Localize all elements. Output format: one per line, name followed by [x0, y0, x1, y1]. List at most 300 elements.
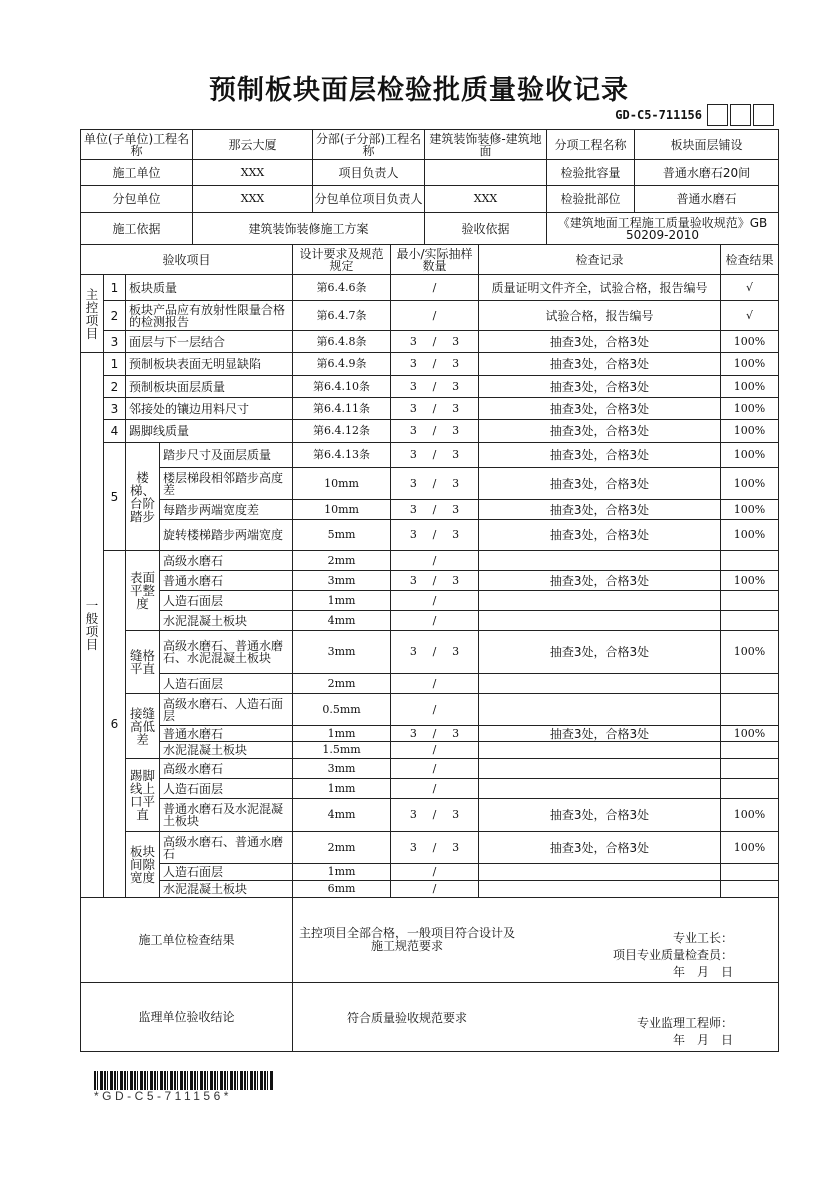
design-requirement: 3mm — [293, 571, 391, 591]
sample-count — [392, 381, 477, 393]
design-requirement: 2mm — [293, 674, 391, 694]
inspection-record[interactable] — [479, 694, 721, 726]
sample-min: 3 — [409, 573, 417, 587]
sample-slash: / — [432, 743, 437, 756]
item-name: 普通水磨石 — [160, 571, 293, 591]
engineer-label: 专业监理工程师： — [637, 1016, 734, 1030]
table-row — [81, 779, 779, 799]
sample-count-cell[interactable] — [391, 520, 479, 551]
item-name: 面层与下一层结合 — [126, 331, 293, 353]
subcontractor-label: 分包单位 — [81, 186, 193, 213]
inspection-result[interactable]: 100% — [721, 799, 779, 832]
item-name: 旋转楼梯踏步两端宽度 — [160, 520, 293, 551]
design-requirement: 第6.4.11条 — [293, 398, 391, 420]
sample-slash: / — [432, 448, 437, 461]
general-label: 一般项目 — [81, 353, 104, 898]
item-name: 高级水磨石、普通水磨石 — [160, 832, 293, 864]
code-box-1[interactable] — [707, 104, 728, 126]
inspection-result[interactable] — [721, 591, 779, 611]
sample-count-cell[interactable] — [391, 500, 479, 520]
inspection-record[interactable] — [479, 779, 721, 799]
inspection-result[interactable] — [721, 864, 779, 881]
subcontractor-value[interactable]: XXX — [193, 186, 313, 213]
sample-actual: 3 — [452, 476, 460, 490]
inspection-record[interactable]: 抽查3处，合格3处 — [479, 799, 721, 832]
location-value[interactable]: 普通水磨石 — [635, 186, 779, 213]
inspection-record[interactable] — [479, 759, 721, 779]
design-requirement: 1mm — [293, 591, 391, 611]
item-name: 水泥混凝土板块 — [160, 881, 293, 898]
inspection-record[interactable] — [479, 611, 721, 631]
form-title: 预制板块面层检验批质量验收记录 — [209, 75, 629, 106]
table-row — [81, 694, 779, 726]
design-requirement: 4mm — [293, 611, 391, 631]
sample-slash: / — [432, 781, 437, 795]
sample-count — [392, 403, 477, 415]
barcode-text: *GD-C5-711156* — [94, 1089, 232, 1103]
table-row — [81, 420, 779, 443]
sample-count — [392, 425, 477, 437]
table-row — [81, 275, 779, 301]
inspection-record[interactable]: 抽查3处，合格3处 — [479, 331, 721, 353]
supervisor-date: 年 月 日 — [673, 1033, 734, 1047]
inspection-result[interactable]: 100% — [721, 353, 779, 376]
inspection-record[interactable]: 抽查3处，合格3处 — [479, 376, 721, 398]
sample-slash: / — [432, 308, 437, 322]
sample-count — [392, 575, 477, 587]
sample-slash: / — [432, 401, 437, 415]
inspection-record[interactable] — [479, 864, 721, 881]
item-name: 普通水磨石及水泥混凝土板块 — [160, 799, 293, 832]
item-name: 板块质量 — [126, 275, 293, 301]
sample-count-cell[interactable] — [391, 398, 479, 420]
sample-count-cell[interactable] — [391, 353, 479, 376]
sample-count-cell[interactable] — [391, 591, 479, 611]
code-box-2[interactable] — [730, 104, 751, 126]
inspection-result[interactable]: 100% — [721, 571, 779, 591]
sample-slash: / — [432, 424, 437, 437]
sub-manager-value[interactable]: XXX — [425, 186, 547, 213]
sample-count — [392, 449, 477, 461]
sample-slash: / — [432, 761, 437, 775]
inspection-result[interactable]: √ — [721, 275, 779, 301]
sample-actual: 3 — [452, 528, 460, 541]
design-requirement: 第6.4.12条 — [293, 420, 391, 443]
design-requirement: 6mm — [293, 881, 391, 898]
sample-count-cell[interactable] — [391, 571, 479, 591]
sample-slash: / — [432, 645, 437, 658]
col-item-header: 验收项目 — [81, 245, 293, 275]
inspection-record[interactable] — [479, 591, 721, 611]
sample-slash: / — [432, 280, 437, 294]
design-requirement: 5mm — [293, 520, 391, 551]
inspection-record[interactable] — [479, 881, 721, 898]
item-name: 人造石面层 — [160, 591, 293, 611]
design-requirement: 第6.4.8条 — [293, 331, 391, 353]
contractor-signoff — [294, 898, 777, 982]
subdivision-value[interactable]: 建筑装饰装修-建筑地面 — [425, 130, 547, 160]
sample-min: 3 — [409, 840, 417, 854]
col-record-header: 检查记录 — [479, 245, 721, 275]
sample-count — [392, 310, 477, 322]
col-sample-header: 最小/实际抽样数量 — [391, 245, 479, 275]
table-row — [81, 398, 779, 420]
code-box-3[interactable] — [753, 104, 774, 126]
table-row — [81, 759, 779, 779]
sample-slash: / — [432, 528, 437, 541]
sample-min: 3 — [409, 528, 417, 541]
column-header-row — [81, 245, 779, 275]
sample-slash: / — [432, 840, 437, 854]
supervisor-signoff — [294, 983, 777, 1051]
item-name: 高级水磨石、普通水磨石、水泥混凝土板块 — [160, 631, 293, 674]
inspection-result[interactable]: 100% — [721, 420, 779, 443]
table-row — [81, 571, 779, 591]
item-number: 3 — [104, 398, 126, 420]
manager-value[interactable] — [425, 160, 547, 186]
sample-slash: / — [432, 865, 437, 878]
item-name: 高级水磨石 — [160, 759, 293, 779]
accept-basis-value[interactable]: 《建筑地面工程施工质量验收规范》GB 50209-2010 — [547, 213, 779, 245]
inspection-record[interactable] — [479, 674, 721, 694]
sample-actual: 3 — [452, 645, 460, 658]
table-row — [81, 726, 779, 742]
sample-count-cell[interactable] — [391, 376, 479, 398]
capacity-value[interactable]: 普通水磨石20间 — [635, 160, 779, 186]
inspection-result[interactable] — [721, 742, 779, 759]
inspection-result[interactable]: 100% — [721, 832, 779, 864]
subitem-label: 分项工程名称 — [547, 130, 635, 160]
sample-count-cell[interactable] — [391, 631, 479, 674]
sample-slash: / — [432, 357, 437, 370]
sample-actual: 3 — [452, 334, 460, 348]
item-group: 踢脚线上口平直 — [126, 759, 160, 832]
sample-min: 3 — [409, 502, 417, 516]
sample-slash: / — [432, 553, 437, 567]
inspector-label: 项目专业质量检查员： — [613, 948, 734, 962]
inspection-result[interactable]: 100% — [721, 376, 779, 398]
design-requirement: 1mm — [293, 864, 391, 881]
sample-min: 3 — [409, 424, 417, 437]
contractor-check-cell[interactable] — [293, 898, 779, 983]
sample-count — [392, 336, 477, 348]
table-row — [81, 832, 779, 864]
table-row — [81, 881, 779, 898]
sample-actual: 3 — [452, 726, 460, 740]
design-requirement: 3mm — [293, 759, 391, 779]
sample-actual: 3 — [452, 502, 460, 516]
sample-count — [392, 704, 477, 716]
design-requirement: 2mm — [293, 551, 391, 571]
sample-count — [392, 783, 477, 795]
sample-slash: / — [432, 573, 437, 587]
sample-min: 3 — [409, 379, 417, 393]
sample-min: 3 — [409, 357, 417, 370]
capacity-label: 检验批容量 — [547, 160, 635, 186]
inspection-table — [80, 244, 779, 1052]
header-info-table — [80, 129, 779, 245]
sample-actual: 3 — [452, 448, 460, 461]
inspection-result[interactable] — [721, 611, 779, 631]
manager-label: 项目负责人 — [313, 160, 425, 186]
sample-actual: 3 — [452, 840, 460, 854]
item-number: 5 — [104, 443, 126, 551]
sample-slash: / — [432, 882, 437, 895]
table-row — [81, 611, 779, 631]
supervisor-accept-cell[interactable] — [293, 983, 779, 1052]
design-requirement: 3mm — [293, 631, 391, 674]
item-group: 缝格平直 — [126, 631, 160, 694]
design-requirement: 第6.4.13条 — [293, 443, 391, 468]
table-row — [81, 674, 779, 694]
unit-value[interactable]: 那云大厦 — [193, 130, 313, 160]
sample-slash: / — [432, 808, 437, 821]
item-name: 高级水磨石、人造石面层 — [160, 694, 293, 726]
sample-min: 3 — [409, 401, 417, 415]
table-row — [81, 468, 779, 500]
item-name: 人造石面层 — [160, 779, 293, 799]
sample-count-cell[interactable] — [391, 551, 479, 571]
sample-count — [392, 678, 477, 690]
sample-count — [392, 595, 477, 607]
contractor-value[interactable]: XXX — [193, 160, 313, 186]
sample-actual: 3 — [452, 424, 460, 437]
inspection-record[interactable]: 试验合格，报告编号 — [479, 301, 721, 331]
item-name: 水泥混凝土板块 — [160, 611, 293, 631]
inspection-result[interactable]: 100% — [721, 398, 779, 420]
inspection-result[interactable] — [721, 674, 779, 694]
sample-count — [392, 478, 477, 490]
sample-slash: / — [432, 379, 437, 393]
sample-min: 3 — [409, 808, 417, 821]
item-name: 普通水磨石 — [160, 726, 293, 742]
inspection-result[interactable]: 100% — [721, 468, 779, 500]
inspection-result[interactable] — [721, 779, 779, 799]
col-result-header: 检查结果 — [721, 245, 779, 275]
inspection-result[interactable]: 100% — [721, 726, 779, 742]
item-name: 预制板块表面无明显缺陷 — [126, 353, 293, 376]
inspection-record[interactable] — [479, 551, 721, 571]
sample-min: 3 — [409, 645, 417, 658]
accept-basis-label: 验收依据 — [425, 213, 547, 245]
item-group: 板块间隙宽度 — [126, 832, 160, 898]
item-group: 接缝高低差 — [126, 694, 160, 759]
supervisor-signatures — [637, 1015, 733, 1049]
sample-count-cell[interactable] — [391, 420, 479, 443]
design-requirement: 4mm — [293, 799, 391, 832]
sample-slash: / — [432, 613, 437, 627]
sample-min: 3 — [409, 726, 417, 740]
table-row — [81, 301, 779, 331]
subdivision-label: 分部(子分部)工程名称 — [313, 130, 425, 160]
inspection-result[interactable]: 100% — [721, 631, 779, 674]
contractor-label: 施工单位 — [81, 160, 193, 186]
sample-count-cell[interactable] — [391, 726, 479, 742]
sample-actual: 3 — [452, 379, 460, 393]
item-number: 6 — [104, 551, 126, 898]
inspection-record[interactable]: 抽查3处，合格3处 — [479, 353, 721, 376]
sample-count-cell[interactable] — [391, 864, 479, 881]
inspection-record[interactable]: 抽查3处，合格3处 — [479, 631, 721, 674]
inspection-result[interactable] — [721, 551, 779, 571]
sample-count-cell[interactable] — [391, 759, 479, 779]
table-row — [81, 551, 779, 571]
table-row — [81, 864, 779, 881]
supervisor-signoff-row — [81, 983, 779, 1052]
sample-count — [392, 744, 477, 756]
sample-count — [392, 504, 477, 516]
sample-count-cell[interactable] — [391, 799, 479, 832]
sample-count — [392, 728, 477, 740]
sample-slash: / — [432, 502, 437, 516]
inspection-result[interactable] — [721, 694, 779, 726]
sample-count-cell[interactable] — [391, 881, 479, 898]
main-control-label: 主控项目 — [81, 275, 104, 353]
inspection-record[interactable]: 抽查3处，合格3处 — [479, 571, 721, 591]
sample-slash: / — [432, 476, 437, 490]
sample-slash: / — [432, 593, 437, 607]
item-name: 预制板块面层质量 — [126, 376, 293, 398]
basis-label: 施工依据 — [81, 213, 193, 245]
item-number: 1 — [104, 353, 126, 376]
contractor-date: 年 月 日 — [673, 965, 734, 979]
sample-actual: 3 — [452, 357, 460, 370]
sample-count — [392, 883, 477, 895]
sample-actual: 3 — [452, 401, 460, 415]
supervisor-conclusion: 符合质量验收规范要求 — [347, 1011, 468, 1025]
sample-min: 3 — [409, 476, 417, 490]
sample-count — [392, 529, 477, 541]
table-row — [81, 631, 779, 674]
item-number: 4 — [104, 420, 126, 443]
inspection-record[interactable]: 抽查3处，合格3处 — [479, 500, 721, 520]
design-requirement: 1mm — [293, 779, 391, 799]
sample-min: 3 — [409, 334, 417, 348]
item-group: 表面平整度 — [126, 551, 160, 631]
sample-count — [392, 615, 477, 627]
design-requirement: 第6.4.7条 — [293, 301, 391, 331]
table-row — [81, 799, 779, 832]
item-name: 踏步尺寸及面层质量 — [160, 443, 293, 468]
sub-manager-label: 分包单位项目负责人 — [313, 186, 425, 213]
subitem-value[interactable]: 板块面层铺设 — [635, 130, 779, 160]
inspection-result[interactable]: 100% — [721, 443, 779, 468]
sample-count — [392, 555, 477, 567]
basis-value[interactable]: 建筑装饰装修施工方案 — [193, 213, 425, 245]
item-name: 人造石面层 — [160, 864, 293, 881]
sample-actual: 3 — [452, 808, 460, 821]
table-row — [81, 443, 779, 468]
design-requirement: 第6.4.6条 — [293, 275, 391, 301]
design-requirement: 10mm — [293, 500, 391, 520]
inspection-result[interactable] — [721, 881, 779, 898]
inspection-record[interactable]: 抽查3处，合格3处 — [479, 832, 721, 864]
sample-count — [392, 809, 477, 821]
table-row — [81, 742, 779, 759]
inspection-record[interactable]: 抽查3处，合格3处 — [479, 726, 721, 742]
design-requirement: 1.5mm — [293, 742, 391, 759]
item-name: 高级水磨石 — [160, 551, 293, 571]
form-code: GD-C5-711156 — [615, 108, 702, 122]
barcode — [94, 1071, 274, 1090]
sample-count — [392, 763, 477, 775]
item-name: 邻接处的镶边用料尺寸 — [126, 398, 293, 420]
item-name: 楼层梯段相邻踏步高度差 — [160, 468, 293, 500]
item-number: 2 — [104, 376, 126, 398]
item-name: 踢脚线质量 — [126, 420, 293, 443]
item-name: 每踏步两端宽度差 — [160, 500, 293, 520]
inspection-result[interactable] — [721, 759, 779, 779]
design-requirement: 0.5mm — [293, 694, 391, 726]
sample-count-cell[interactable] — [391, 779, 479, 799]
inspection-record[interactable]: 抽查3处，合格3处 — [479, 520, 721, 551]
design-requirement: 1mm — [293, 726, 391, 742]
sample-slash: / — [432, 726, 437, 740]
sample-actual: 3 — [452, 573, 460, 587]
contractor-conclusion: 主控项目全部合格，一般项目符合设计及施工规范要求 — [299, 926, 516, 953]
design-requirement: 第6.4.10条 — [293, 376, 391, 398]
sample-count-cell[interactable] — [391, 832, 479, 864]
sample-count — [392, 866, 477, 878]
inspection-record[interactable]: 抽查3处，合格3处 — [479, 420, 721, 443]
inspection-result[interactable]: 100% — [721, 520, 779, 551]
sample-count-cell[interactable] — [391, 611, 479, 631]
inspection-record[interactable]: 抽查3处，合格3处 — [479, 468, 721, 500]
sample-count-cell[interactable] — [391, 331, 479, 353]
inspection-record[interactable]: 质量证明文件齐全，试验合格，报告编号 — [479, 275, 721, 301]
sample-count-cell[interactable] — [391, 468, 479, 500]
unit-label: 单位(子单位)工程名称 — [81, 130, 193, 160]
design-requirement: 第6.4.9条 — [293, 353, 391, 376]
design-requirement: 2mm — [293, 832, 391, 864]
location-label: 检验批部位 — [547, 186, 635, 213]
sample-count-cell[interactable] — [391, 301, 479, 331]
sample-count-cell[interactable] — [391, 742, 479, 759]
inspection-record[interactable]: 抽查3处，合格3处 — [479, 443, 721, 468]
inspection-result[interactable]: 100% — [721, 500, 779, 520]
sample-count-cell[interactable] — [391, 443, 479, 468]
contractor-signoff-row — [81, 898, 779, 983]
supervisor-accept-label: 监理单位验收结论 — [81, 983, 293, 1052]
table-row — [81, 376, 779, 398]
inspection-record[interactable]: 抽查3处，合格3处 — [479, 398, 721, 420]
contractor-signatures — [613, 930, 733, 981]
item-name: 人造石面层 — [160, 674, 293, 694]
sample-count-cell[interactable] — [391, 275, 479, 301]
sample-count — [392, 842, 477, 854]
table-row — [81, 591, 779, 611]
sample-count — [392, 282, 477, 294]
table-row — [81, 353, 779, 376]
sample-count — [392, 646, 477, 658]
design-requirement: 10mm — [293, 468, 391, 500]
sample-count — [392, 358, 477, 370]
inspection-result[interactable]: √ — [721, 301, 779, 331]
inspection-record[interactable] — [479, 742, 721, 759]
sample-min: 3 — [409, 448, 417, 461]
sample-slash: / — [432, 334, 437, 348]
contractor-check-label: 施工单位检查结果 — [81, 898, 293, 983]
item-number: 2 — [104, 301, 126, 331]
item-group: 楼梯、台阶踏步 — [126, 443, 160, 551]
sample-count-cell[interactable] — [391, 694, 479, 726]
sample-slash: / — [432, 676, 437, 690]
sample-count-cell[interactable] — [391, 674, 479, 694]
col-design-header: 设计要求及规范规定 — [293, 245, 391, 275]
foreman-label: 专业工长： — [673, 931, 734, 945]
inspection-result[interactable]: 100% — [721, 331, 779, 353]
table-row — [81, 500, 779, 520]
